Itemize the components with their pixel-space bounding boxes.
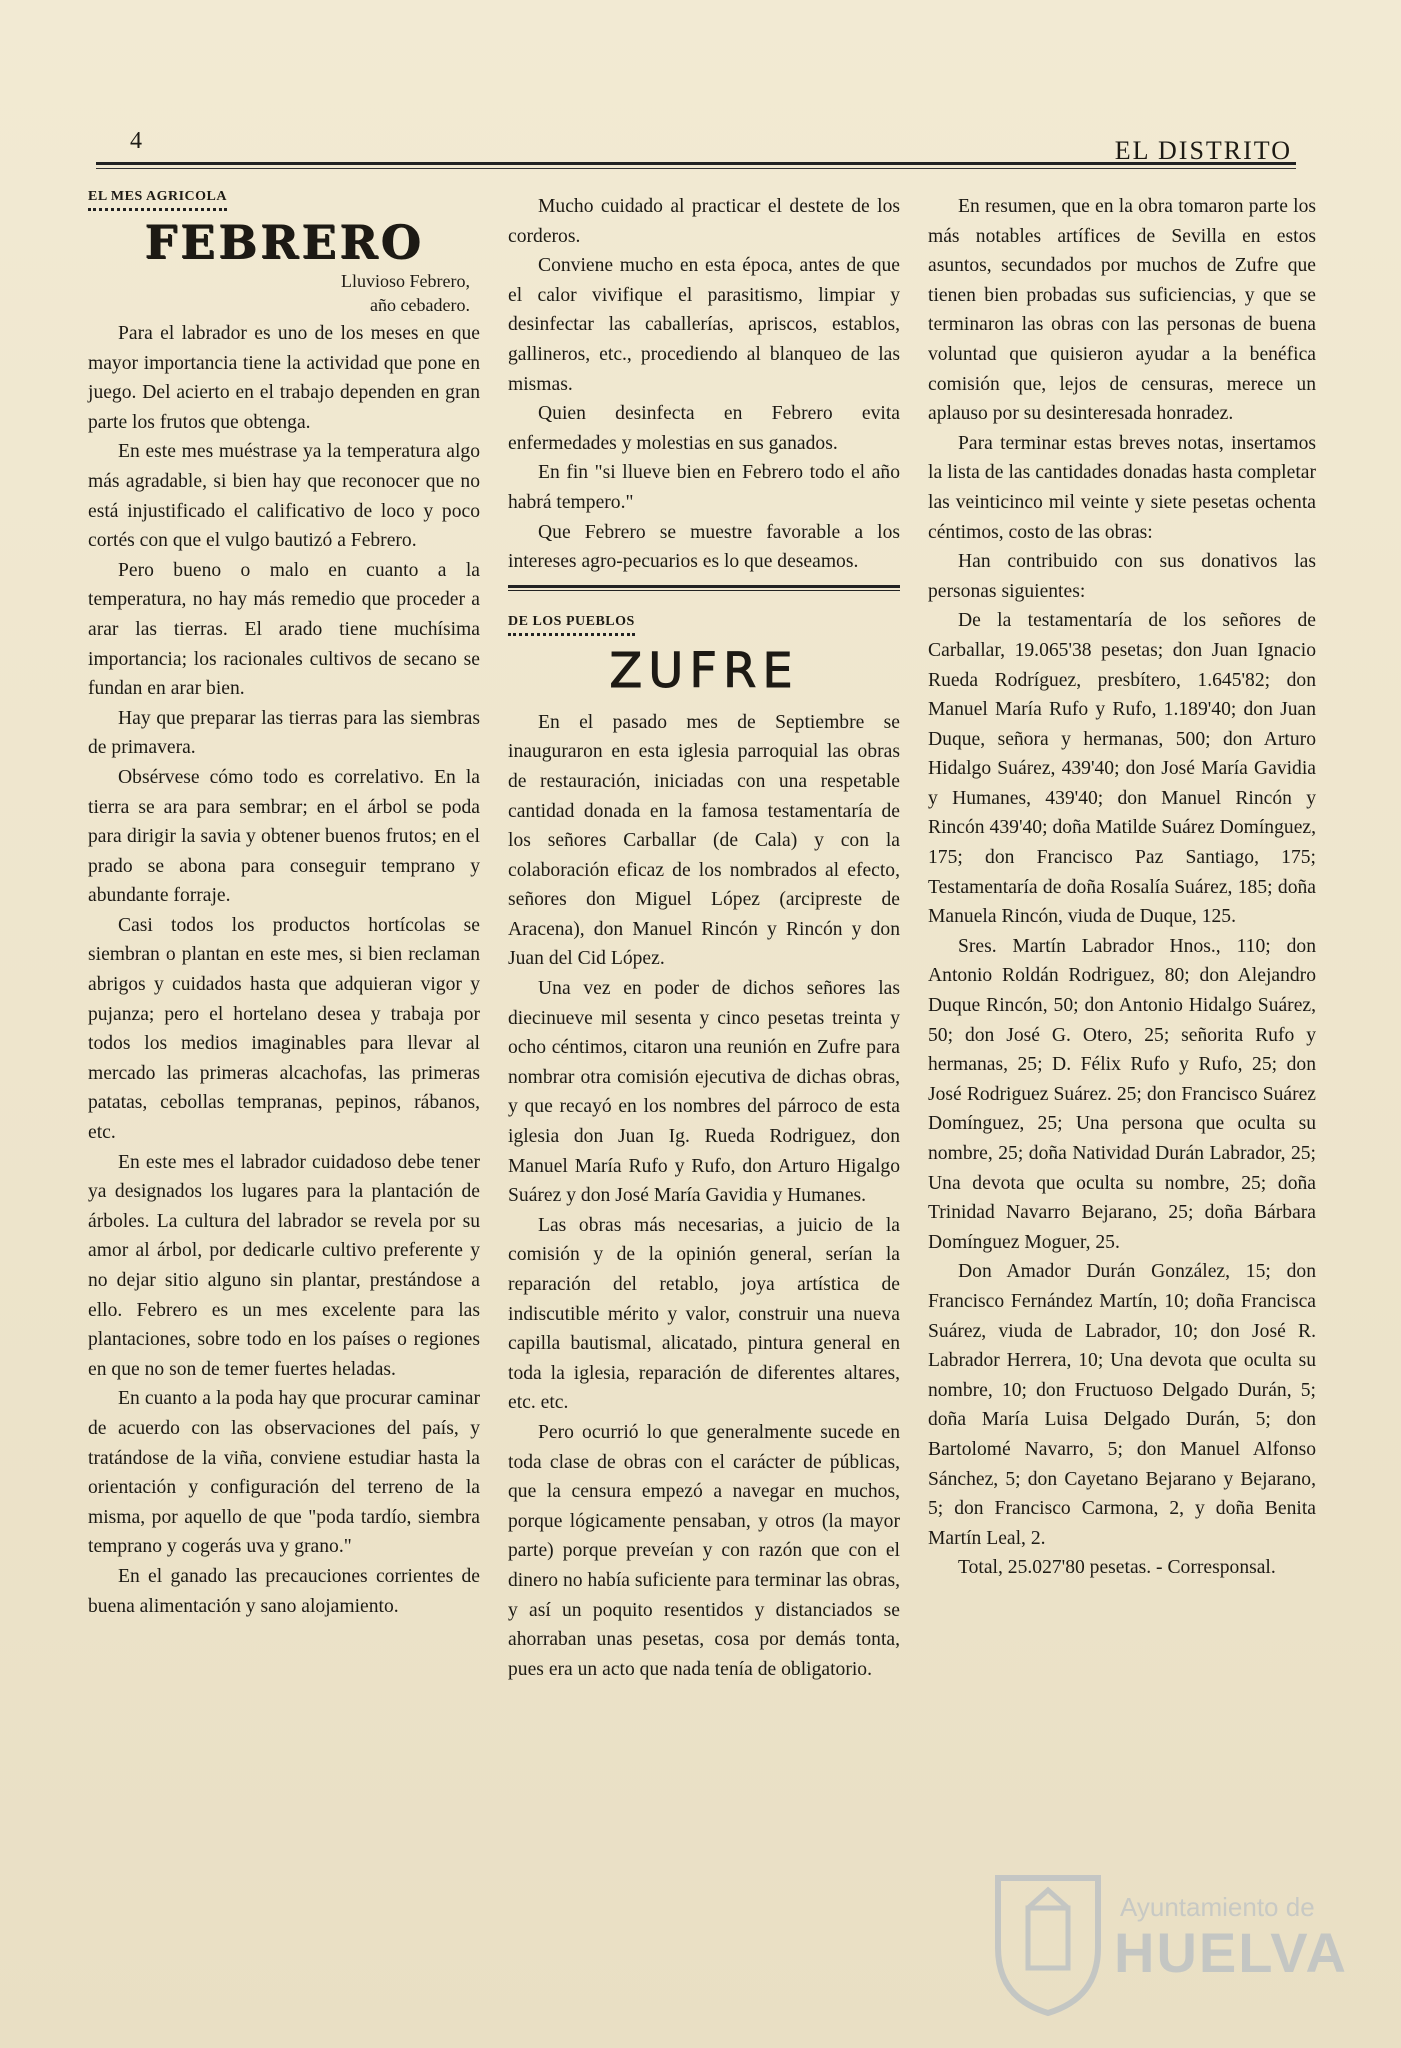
paragraph: En este mes muéstrase ya la temperatura algo más agradable, si bien hay que reconocer que no está injustificado el calificativo de loco y poco cortés con que el vulgo bautizó a Febrero. bbox=[88, 441, 480, 552]
watermark-line-1: Ayuntamiento de bbox=[1120, 1892, 1315, 1922]
paragraph: Que Febrero se muestre favorable a los intereses agro-pecuarios es lo que deseamos. bbox=[508, 521, 900, 573]
newspaper-name: EL DISTRITO bbox=[1114, 136, 1292, 165]
paragraph: Pero ocurrió lo que generalmente sucede en toda clase de obras con el carácter de públicas, que la censura empezó a navegar en muchos, porque lógicamente pensaban, y otros (la mayor parte) porque preveían y con razón que con el dinero no había suficiente para terminar las obras, y así un poquito resentidos y distanciados se ahorraban unas pesetas, cosa por demás tonta, pues era un acto que nada tenía de obligatorio. bbox=[508, 1421, 900, 1680]
paragraph: Para el labrador es uno de los meses en que mayor importancia tiene la actividad que pone en juego. Del acierto en el trabajo dependen en gran parte los frutos que obtenga. bbox=[88, 323, 480, 433]
paragraph: Hay que preparar las tierras para las siembras de primavera. bbox=[88, 707, 480, 759]
paragraph: Pero bueno o malo en cuanto a la temperatura, no hay más remedio que proceder a arar las tierras. El arado tiene muchísima importancia; los racionales cultivos de secano se fundan en arar bien. bbox=[88, 559, 480, 700]
paragraph: Quien desinfecta en Febrero evita enfermedades y molestias en sus ganados. bbox=[508, 403, 900, 454]
section-label-de-los-pueblos: DE LOS PUEBLOS bbox=[508, 613, 635, 636]
paragraph: Obsérvese cómo todo es correlativo. En la tierra se ara para sembrar; en el árbol se poda para dirigir la savia y obtener buenos frutos; en el prado se abona para conseguir temprano y abundante forraje. bbox=[88, 766, 480, 907]
coat-of-arms-icon bbox=[988, 1868, 1108, 2018]
paragraph: En el ganado las precauciones corrientes de buena alimentación y sano alojamiento. bbox=[88, 1565, 480, 1617]
column-3 bbox=[928, 180, 1316, 1583]
paragraph: En fin "si llueve bien en Febrero todo el año habrá tempero." bbox=[508, 462, 900, 513]
paragraph: Mucho cuidado al practicar el destete de los corderos. bbox=[508, 196, 900, 247]
paragraph: Don Amador Durán González, 15; don Francisco Fernández Martín, 10; doña Francisca Suárez, viuda de Labrador, 10; don José R. Labrador Herrera, 10; Una devota que oculta su nombre, 10; don Fructuoso Delgado Durán, 5; doña María Luisa Delgado Durán, 5; don Bartolomé Navarro, 5; don Manuel Alfonso Sánchez, 5; don Cayetano Bejarano y Bejarano, 5; don Francisco Carmona, 2, y doña Benita Martín Leal, 2. bbox=[928, 1261, 1316, 1549]
paragraph: Han contribuido con sus donativos las personas siguientes: bbox=[928, 551, 1316, 602]
paragraph: En este mes el labrador cuidadoso debe tener ya designados los lugares para la plantación de árboles. La cultura del labrador se revela por su amor al árbol, por dedicarle cultivo preferente y no dejar sitio alguno sin plantar, prestándose a ello. Febrero es un mes excelente para las plantaciones, sobre todo en los países o regiones en que no son de temer fuertes heladas. bbox=[88, 1151, 480, 1380]
paragraph: Las obras más necesarias, a juicio de la comisión y de la opinión general, serían la reparación del retablo, joya artística de indiscutible mérito y valor, construir una nueva capilla bautismal, alicatado, pintura general en toda la iglesia, reparación de diferentes altares, etc. etc. bbox=[508, 1214, 900, 1414]
column-2 bbox=[508, 180, 900, 1684]
paragraph: Una vez en poder de dichos señores las diecinueve mil sesenta y cinco pesetas treinta y ocho céntimos, citaron una reunión en Zufre para nombrar otra comisión ejecutiva de dichas obras, y que recayó en los nombres del párroco de esta iglesia don Juan Ig. Rueda Rodriguez, don Manuel María Rufo y Rufo, don Arturo Higalgo Suárez y don José María Gavidia y Humanes. bbox=[508, 978, 900, 1207]
paragraph: Casi todos los productos hortícolas se siembran o plantan en este mes, si bien reclaman abrigos y cuidados hasta que adquieran vigor y pujanza; pero el hortelano desea y trabaja por todos los medios imaginables para llevar al mercado las primeras alcachofas, las primeras patatas, cebollas tempranas, pepinos, rábanos, etc. bbox=[88, 914, 480, 1144]
watermark-line-2: HUELVA bbox=[1114, 1921, 1348, 1984]
paragraph: Total, 25.027'80 pesetas. - Corresponsal. bbox=[958, 1557, 1276, 1579]
epigraph-line-1: Lluvioso Febrero, bbox=[341, 271, 470, 291]
article-title-zufre: ZUFRE bbox=[609, 642, 799, 699]
epigraph-line-2: año cebadero. bbox=[370, 295, 470, 315]
paragraph: En cuanto a la poda hay que procurar caminar de acuerdo con las observaciones del país, y tratándose de la viña, conviene estudiar hasta la orientación y configuración del terreno de la misma, por aquello de que "poda tardío, siembra temprano y cogerás uva y grano." bbox=[88, 1388, 480, 1558]
archive-watermark bbox=[988, 1868, 1348, 2018]
paragraph: En resumen, que en la obra tomaron parte los más notables artífices de Sevilla en estos asuntos, secundados por muchos de Zufre que tienen bien probadas sus suficiencias, y que se terminaron las obras con las personas de buena voluntad que quisieron ayudar a la benéfica comisión que, lejos de censuras, merece un aplauso por su desinteresada honradez. bbox=[928, 196, 1316, 425]
paragraph: En el pasado mes de Septiembre se inauguraron en esta iglesia parroquial las obras de restauración, iniciadas con una respetable cantidad donada en la famosa testamentaría de los señores Carballar (de Cala) y con la colaboración eficaz de los nombrados al efecto, señores don Miguel López (arcipreste de Aracena), don Manuel Rincón y Rincón y don Juan del Cid López. bbox=[508, 711, 900, 970]
header-rule-thin bbox=[96, 168, 1296, 169]
page-header bbox=[96, 128, 1296, 168]
paragraph: Sres. Martín Labrador Hnos., 110; don Antonio Roldán Rodriguez, 80; don Alejandro Duque Rincón, 50; don Antonio Hidalgo Suárez, 50; don José G. Otero, 25; señorita Rufo y hermanas, 25; D. Félix Rufo y Rufo, 25; don José Rodriguez Suárez. 25; don Francisco Suárez Domínguez, 25; Una persona que oculta su nombre, 25; doña Natividad Durán Labrador, 25; Una devota que oculta su nombre, 25; doña Trinidad Navarro Bejarano, 25; doña Bárbara Domínguez Moguer, 25. bbox=[928, 935, 1316, 1253]
header-rule bbox=[96, 162, 1296, 165]
article-divider bbox=[508, 585, 900, 591]
paragraph: Conviene mucho en esta época, antes de que el calor vivifique el parasitismo, limpiar y desinfectar las caballerías, apriscos, establos, gallineros, etc., procediendo al blanqueo de las mismas. bbox=[508, 255, 900, 395]
page-number: 4 bbox=[130, 128, 142, 154]
paragraph: De la testamentaría de los señores de Carballar, 19.065'38 pesetas; don Juan Ignacio Rueda Rodríguez, presbítero, 1.645'82; don Manuel María Rufo y Rufo, 1.189'40; don Juan Duque, señora y hermanas, 500; don Arturo Hidalgo Suárez, 439'40; don José María Gavidia y Humanes, 439'40; don Manuel Rincón y Rincón 439'40; doña Matilde Suárez Domínguez, 175; don Francisco Paz Santiago, 175; Testamentaría de doña Rosalía Suárez, 185; doña Manuela Rincón, viuda de Duque, 125. bbox=[928, 610, 1316, 928]
paragraph: Para terminar estas breves notas, insertamos la lista de las cantidades donadas hasta completar las veinticinco mil veinte y siete pesetas ochenta céntimos, costo de las obras: bbox=[928, 432, 1316, 543]
column-1 bbox=[88, 180, 480, 1621]
section-label-mes-agricola: EL MES AGRICOLA bbox=[88, 188, 227, 211]
article-title-febrero: FEBRERO bbox=[144, 215, 424, 269]
